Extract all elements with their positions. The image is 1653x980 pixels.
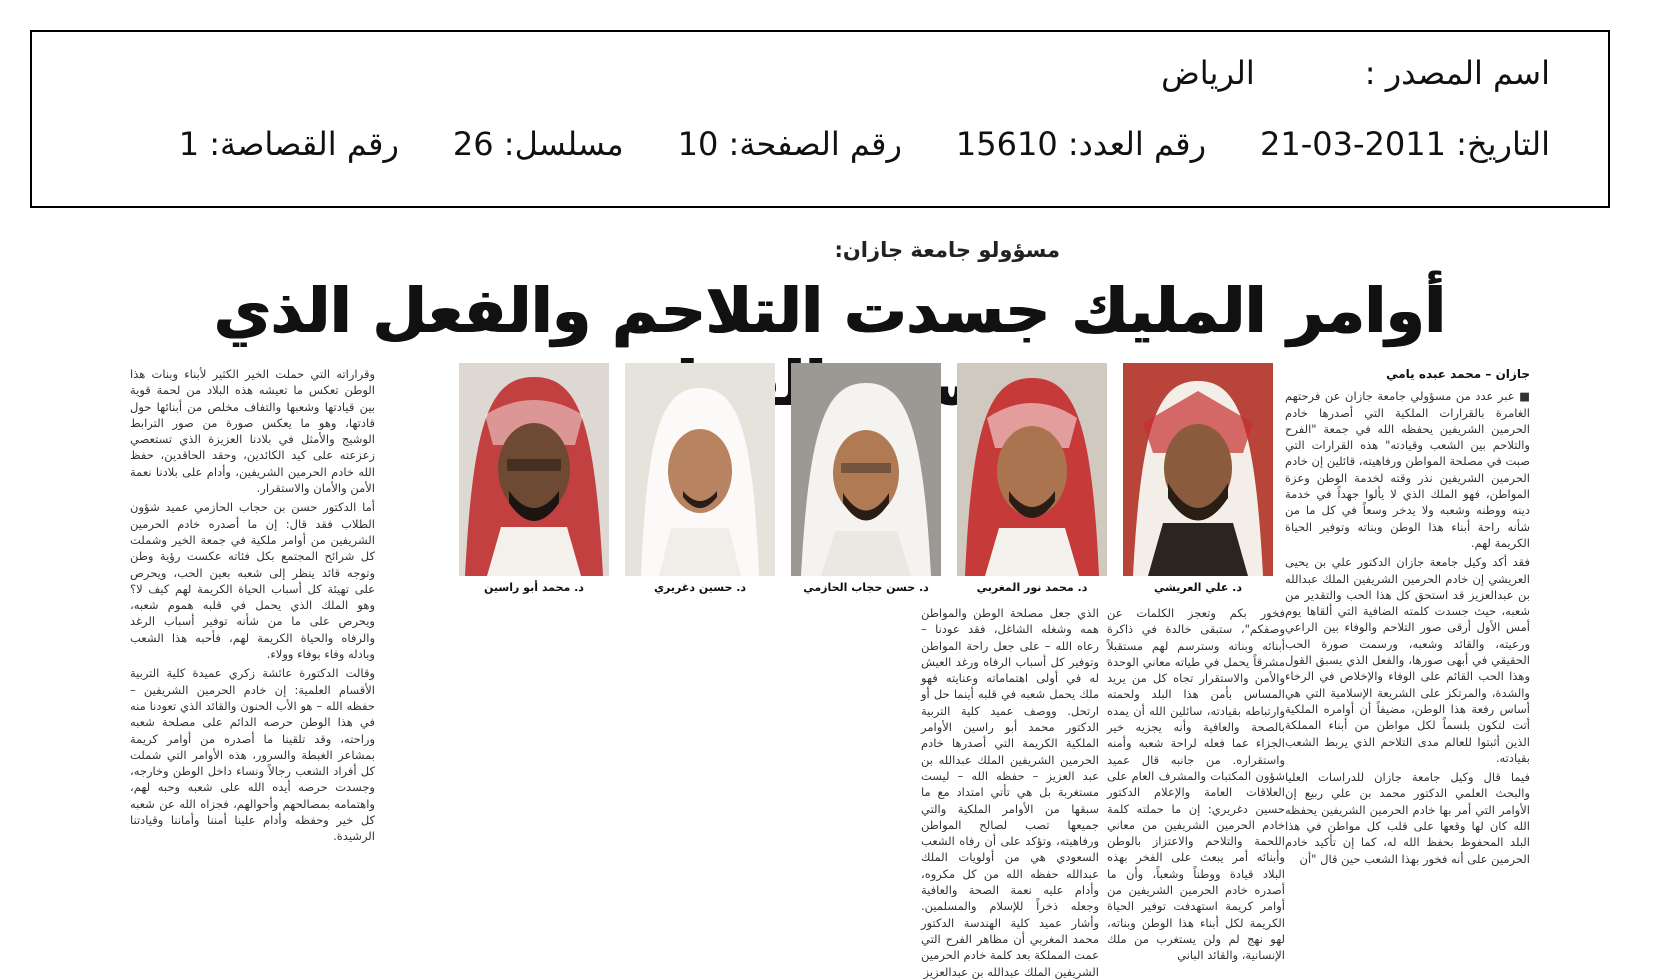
photo-caption: د. حسن حجاب الحازمي	[803, 581, 929, 594]
portrait-image	[957, 363, 1107, 576]
paragraph: ■ عبر عدد من مسؤولي جامعة جازان عن فرحتهم الغامرة بالقرارات الملكية التي أصدرها خادم الحرمين الشريفين يحفظه الله في جمعة "الفرح والتلاحم بين الشعب وقيادته" هذه القرارات التي صبت في مصلحة المواطن ورفاهيته، قائلين إن خادم الحرمين الشريفين نذر وقته لخدمة الوطن وعزة المواطن، فهو الملك الذي لا يألوا جهداً في خدمة دينه ووطنه وشعبه ولا يدخر وسعاً في كل ما من شأنه راحة أبناء هذا الوطن وبناته وتوفير الحياة الكريمة لهم.	[1285, 389, 1530, 550]
photo-caption: د. محمد نور المغربي	[976, 581, 1088, 594]
source-label: اسم المصدر :	[1364, 54, 1550, 92]
source-info-box	[30, 30, 1610, 208]
clip-label: رقم القصاصة:	[209, 125, 399, 163]
issue-label: رقم العدد:	[1067, 125, 1207, 163]
paragraph: وقالت الدكتورة عائشة زكري عميدة كلية التربية الأقسام العلمية: إن خادم الحرمين الشريفين – حفظه الله – هو الأب الحنون والقائد الذي تعودنا منه في هذا الوطن حرصه الدائم على مصلحة شعبه وراحته، وقد تلقينا ما أصدره من أوامر كريمة بمشاعر الغبطة والسرور، هذه الأوامر التي شملت كل أفراد الشعب رجالاً ونساء داخل الوطن وخارجه، وجسدت حرصه أيده الله على شعبه وحبه لهم، واهتمامه بمصالحهم وأحوالهم، فجزاه الله عن شعبه كل خير وحفظه وأدام علينا أمننا وأماننا وقيادتنا الرشيدة.	[130, 666, 375, 844]
article-kicker: مسؤولو جامعة جازان:	[834, 238, 1060, 262]
page-value: 10	[677, 125, 719, 163]
portrait-image	[791, 363, 941, 576]
page-label: رقم الصفحة:	[728, 125, 902, 163]
portrait-photo-4	[625, 363, 775, 576]
photo-caption: د. حسين دغريري	[653, 581, 747, 594]
date-value: 2011-03-21	[1260, 125, 1446, 163]
portrait-image	[625, 363, 775, 576]
paragraph: أما الدكتور حسن بن حجاب الحازمي عميد شؤون الطلاب فقد قال: إن ما أصدره خادم الحرمين الشريفين من أوامر ملكية في جمعة الخير وشملت كل شرائح المجتمع بكل فئاته عكست رؤية وطن وتوجه قائد ينظر إلى شعبه بعين الحب، ويحرص على تهيئة كل أسباب الحياة الكريمة لهم كيف لا؟ وهو الملك الذي يحمل في قلبه هموم شعبه، ويحرص على ما من شأنه توفير أسباب الرغد والرفاه والحياة الكريمة لهم، فأحبه هذا الشعب وبادله وفاء بوفاء وولاء.	[130, 500, 375, 662]
article-column-right	[1285, 366, 1530, 870]
body-column: الذي جعل مصلحة الوطن والمواطن همه وشغله الشاغل، فقد عودنا – رعاه الله – على جعل راحة المواطن وتوفير كل أسباب الرفاه ورغد العيش له في أولى اهتماماته وعنايته فهو ملك يحمل شعبه في قلبه أينما حل أو ارتحل. ووصف عميد كلية التربية الدكتور محمد أبو راسين الأوامر الملكية الكريمة التي أصدرها خادم الحرمين الشريفين الملك عبدالله بن عبد العزيز – حفظه الله – ليست مستغربة بل هي تأتي امتداد مع ما سبقها من الأوامر الملكية والتي جميعها تصب لصالح المواطن ورفاهيته، وتؤكد على أن رفاه الشعب السعودي هي من أولويات الملك عبدالله حفظه الله من كل مكروه، وأدام عليه نعمة الصحة والعافية وجعله ذخراً للإسلام والمسلمين. وأشار عميد كلية الهندسة الدكتور محمد المغربي أن مظاهر الفرح التي عمت المملكة بعد كلمة خادم الحرمين الشريفين الملك عبدالله بن عبدالعزيز	[921, 606, 1099, 979]
photo-caption: د. علي العريشي	[1153, 581, 1243, 594]
photo-caption: د. محمد أبو راسين	[484, 581, 584, 594]
newspaper-clipping	[130, 238, 1530, 979]
date-label: التاريخ:	[1456, 125, 1550, 163]
paragraph: فقد أكد وكيل جامعة جازان الدكتور علي بن يحيى العريشي إن خادم الحرمين الشريفين الملك عبدالله بن عبدالعزيز قد استحق كل هذا الحب والتقدير من شعبه، حيث جسدت كلمته الضافية التي ألقاها يوم أمس الأول أرقى صور التلاحم والوفاء بين الراعي ورعيته، والقائد وشعبه، ورسمت صورة الحب الحقيقي في أبهى صورها، والفعل الذي يسبق القول وهذا الحب القائم على الوفاء والإخلاص في الرخاء والشدة، والمرتكز على الشريعة الإسلامية التي هي أساس رفعة هذا الوطن، مضيفاً أن أوامره الملكية أتت لتكون بلسماً لكل مواطن من أبناء المملكة الذين أثبتوا للعالم مدى التلاحم الذي يربط الشعب بقيادته.	[1285, 555, 1530, 765]
serial-label: مسلسل:	[503, 125, 624, 163]
paragraph: وقراراته التي حملت الخير الكثير لأبناء وبنات هذا الوطن تعكس ما تعيشه هذه البلاد من لحمة قوية بين قيادتها وشعبها والتفاف مخلص من أبنائها حول قادتها، وهو ما يعكس صورة من صور الترابط الوشيج والأمثل في بلادنا العزيزة الذي تستعصي زعزعته على كيد الكائدين، وحقد الحاقدين، حفظ الله خادم الحرمين الشريفين، وأدام على بلادنا نعمة الأمن والأمان والاستقرار.	[130, 367, 375, 496]
source-value: الرياض	[1161, 54, 1255, 92]
portrait-image	[1123, 363, 1273, 576]
paragraph: فيما قال وكيل جامعة جازان للدراسات العليا والبحث العلمي الدكتور محمد بن علي ربيع إن الأوامر التي أمر بها خادم الحرمين الشريفين يحفظه الله كان لها وقعها على قلب كل مواطن في هذا البلد المحفوظ بحفظ الله له، كما إن تأكيد خادم الحرمين على أنه فخور بهذا الشعب حين قال "أن	[1285, 770, 1530, 866]
issue-value: 15610	[955, 125, 1058, 163]
source-line	[1161, 54, 1550, 92]
meta-line	[179, 125, 1550, 163]
portrait-image	[459, 363, 609, 576]
body-column: فخور بكم وتعجز الكلمات عن وصفكم"، ستبقى خالدة في ذاكرة أبنائه وبناته وسترسم لهم مستقبلاً مشرقاً يحمل في طياته معاني الوحدة والأمن والاستقرار تجاه كل من يريد المساس بأمن هذا البلد ولحمته وارتباطه بقيادته، سائلين الله أن يمده بالصحة والعافية وأنه يجزيه خير الجزاء عما فعله لراحة شعبه وأمنه واستقراره. من جانبه قال عميد شؤون المكتبات والمشرف العام على العلاقات العامة والإعلام الدكتور حسين دغريري: إن ما حملته كلمة خادم الحرمين الشريفين من معاني اللحمة والتلاحم والاعتزاز بالوطن وأبنائه أمر يبعث على الفخر بهذه البلاد قيادة ووطناً وشعباً، وأن ما أصدره خادم الحرمين الشريفين من أوامر كريمة استهدفت توفير الحياة الكريمة لكل أبناء هذا الوطن وبناته، لهو نهج لم ولن يستغرب من ملك الإنسانية، والقائد الباني	[1107, 606, 1285, 963]
clip-value: 1	[178, 125, 200, 163]
portrait-photo-5	[459, 363, 609, 576]
article-column-left	[130, 366, 375, 848]
portrait-photo-1	[1123, 363, 1273, 576]
article-headline: أوامر المليك جسدت التلاحم والفعل الذي	[214, 274, 1446, 347]
article-body-under-photos	[375, 605, 1285, 979]
serial-value: 26	[452, 125, 494, 163]
portrait-photo-3	[791, 363, 941, 576]
portrait-photo-2	[957, 363, 1107, 576]
article-byline: جازان – محمد عبده يامي	[1386, 367, 1530, 381]
